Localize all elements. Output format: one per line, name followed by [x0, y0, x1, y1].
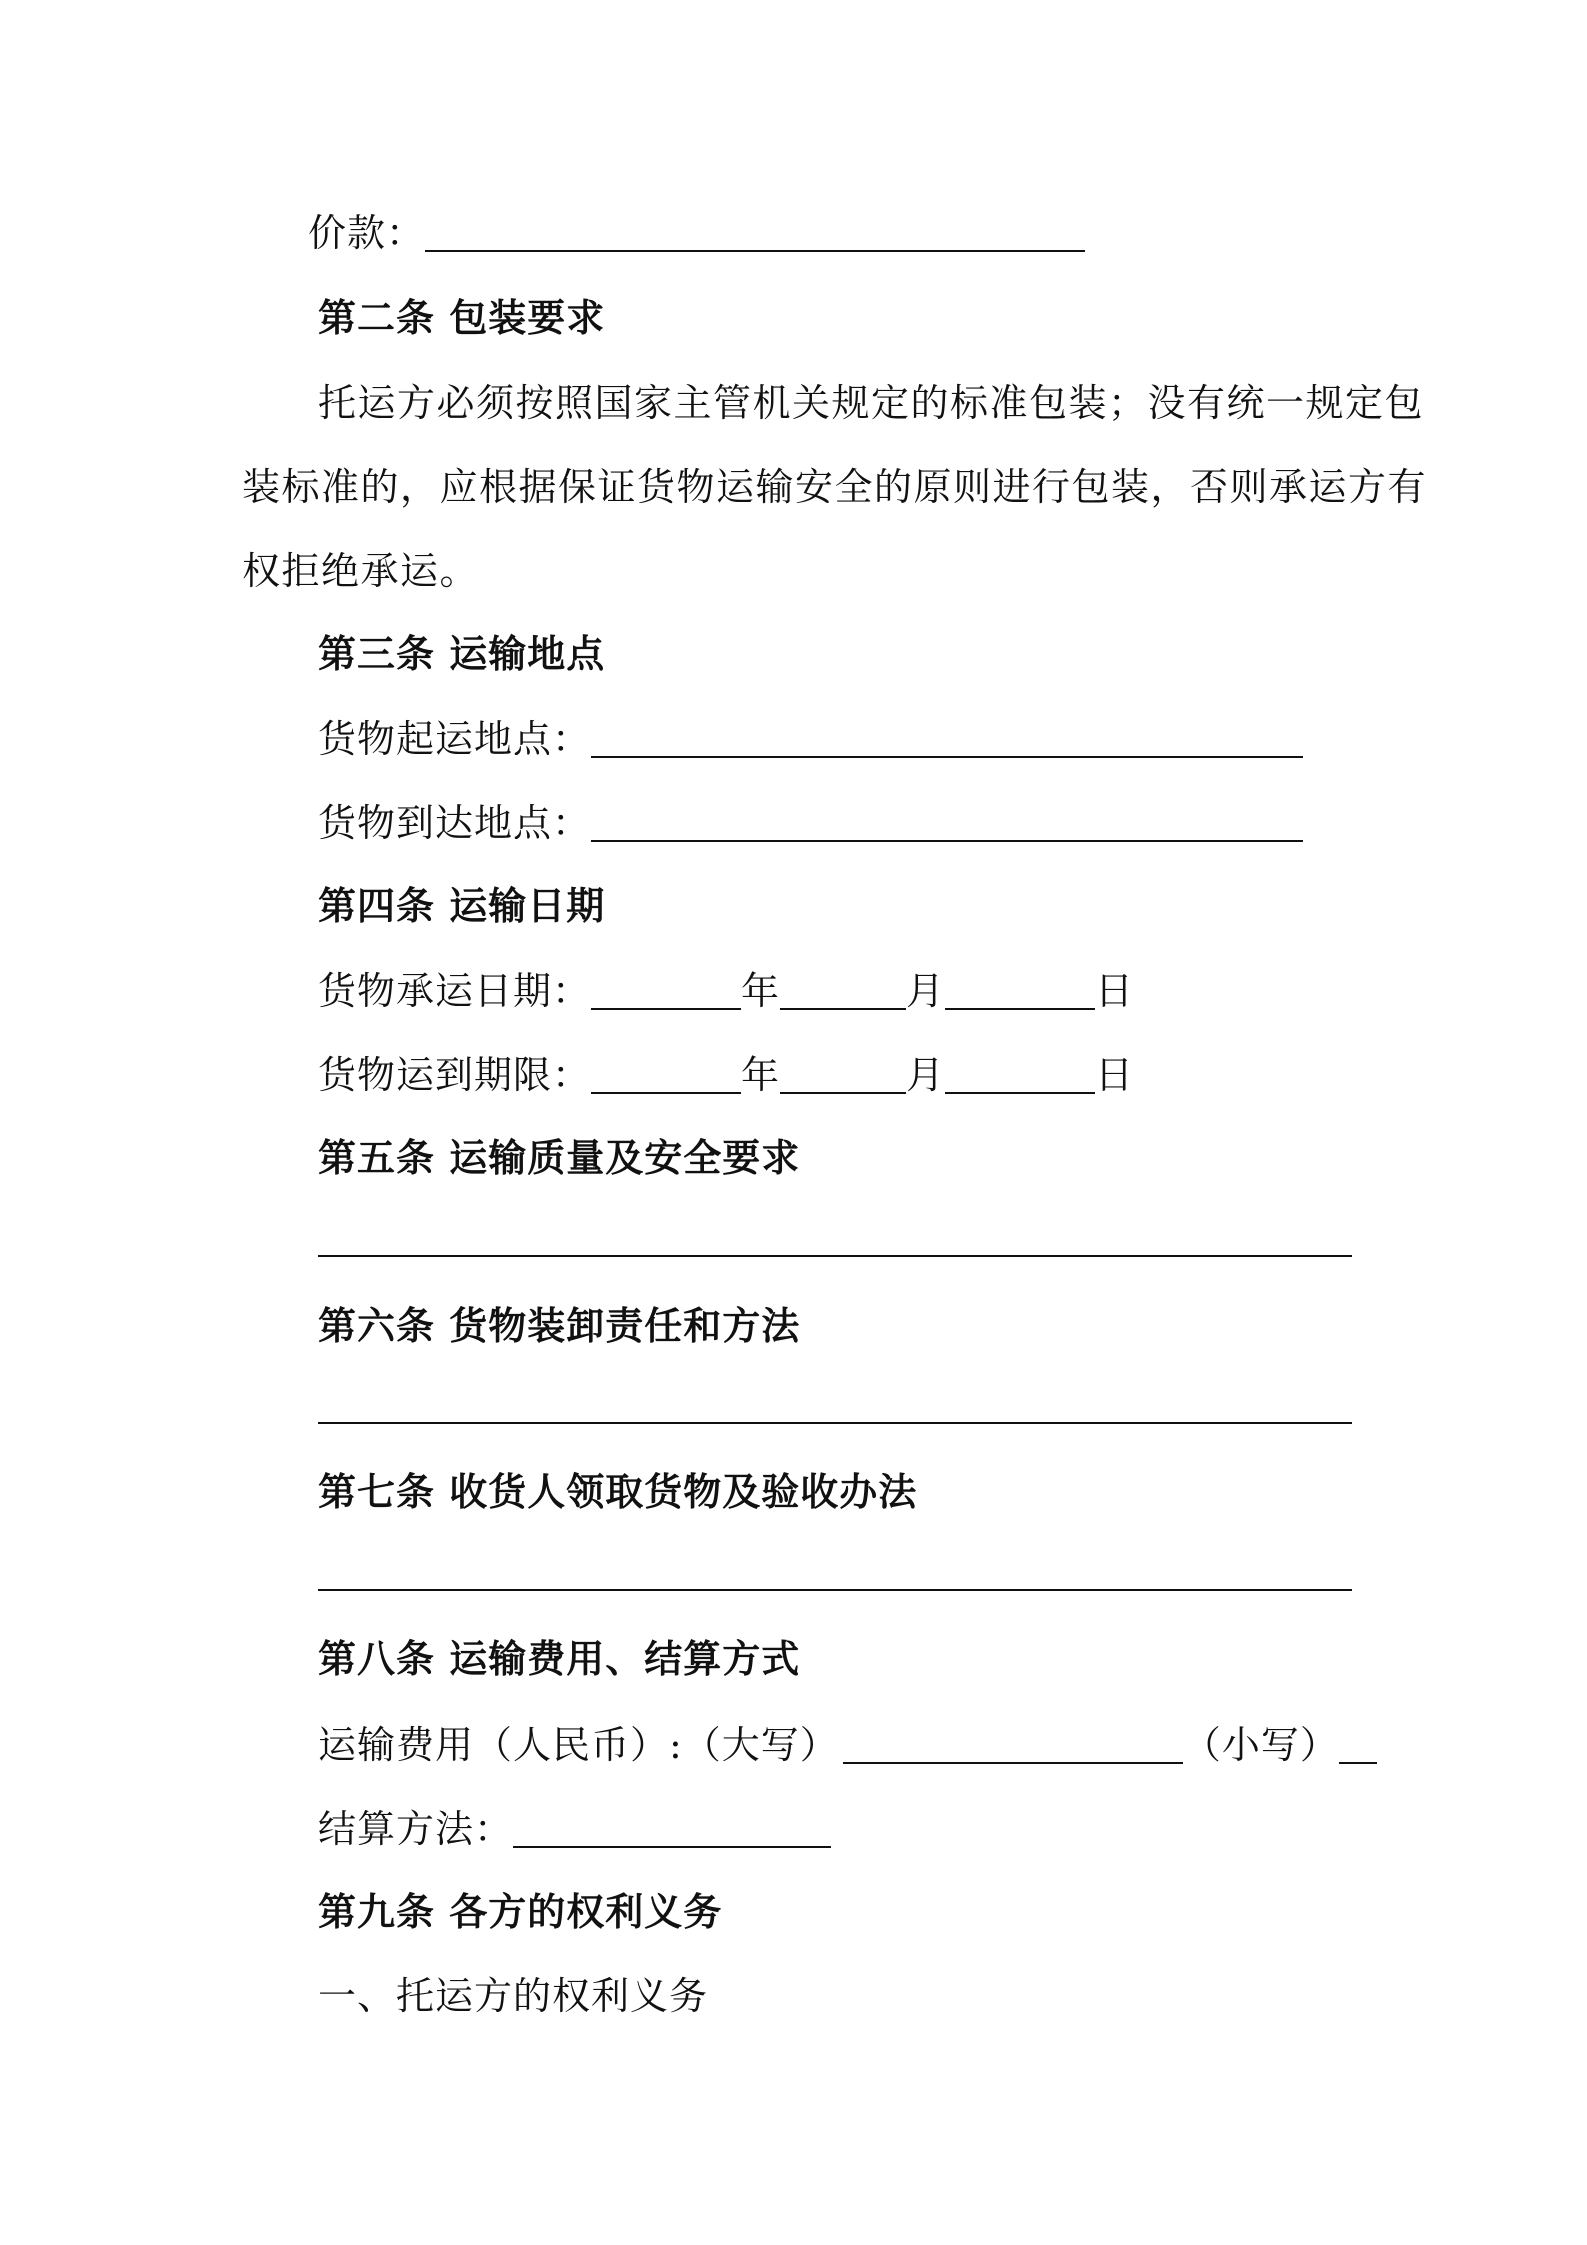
article9-heading: 第九条 各方的权利义务 [318, 1889, 723, 1934]
price-blank[interactable] [425, 214, 1085, 252]
month-label: 月 [906, 1053, 946, 1097]
arrival-year-blank[interactable] [591, 1056, 741, 1094]
arrival-month-blank[interactable] [780, 1056, 906, 1094]
day-label: 日 [1095, 969, 1135, 1013]
year-label: 年 [741, 969, 781, 1013]
ship-day-blank[interactable] [945, 972, 1095, 1010]
settlement-label: 结算方法： [318, 1807, 514, 1851]
article5-heading: 第五条 运输质量及安全要求 [318, 1135, 801, 1180]
article7-heading: 第七条 收货人领取货物及验收办法 [318, 1469, 918, 1514]
article6-heading: 第六条 货物装卸责任和方法 [318, 1303, 801, 1348]
price-row [308, 208, 1085, 257]
article5-blank-line[interactable] [318, 1255, 1352, 1257]
settlement-row [318, 1804, 831, 1853]
fee-label: 运输费用（人民币）:（大写） [318, 1723, 839, 1767]
article2-line3: 权拒绝承运。 [242, 549, 480, 593]
arrival-row [318, 1050, 1134, 1099]
settlement-blank[interactable] [513, 1810, 831, 1848]
fee-small-label: （小写） [1182, 1723, 1339, 1767]
fee-small-blank[interactable] [1339, 1726, 1377, 1764]
origin-label: 货物起运地点： [318, 717, 592, 761]
article4-heading: 第四条 运输日期 [318, 883, 606, 928]
ship-date-label: 货物承运日期： [318, 969, 592, 1013]
article8-heading: 第八条 运输费用、结算方式 [318, 1636, 801, 1681]
origin-blank[interactable] [591, 720, 1303, 758]
article2-line1: 托运方必须按照国家主管机关规定的标准包装；没有统一规定包 [318, 381, 1425, 425]
arrival-label: 货物运到期限： [318, 1053, 592, 1097]
ship-year-blank[interactable] [591, 972, 741, 1010]
fee-row [318, 1720, 1377, 1769]
price-label: 价款： [308, 211, 426, 255]
article7-blank-line[interactable] [318, 1589, 1352, 1591]
article2-line2: 装标准的，应根据保证货物运输安全的原则进行包装，否则承运方有 [242, 465, 1428, 509]
month-label: 月 [906, 969, 946, 1013]
article2-heading: 第二条 包装要求 [318, 295, 606, 340]
article3-heading: 第三条 运输地点 [318, 631, 606, 676]
destination-row [318, 798, 1303, 847]
destination-label: 货物到达地点： [318, 801, 592, 845]
destination-blank[interactable] [591, 804, 1303, 842]
fee-capital-blank[interactable] [843, 1726, 1183, 1764]
article9-sub1: 一、托运方的权利义务 [318, 1974, 709, 2018]
ship-date-row [318, 966, 1134, 1015]
origin-row [318, 714, 1303, 763]
arrival-day-blank[interactable] [945, 1056, 1095, 1094]
ship-month-blank[interactable] [780, 972, 906, 1010]
year-label: 年 [741, 1053, 781, 1097]
article6-blank-line[interactable] [318, 1422, 1352, 1424]
day-label: 日 [1095, 1053, 1135, 1097]
